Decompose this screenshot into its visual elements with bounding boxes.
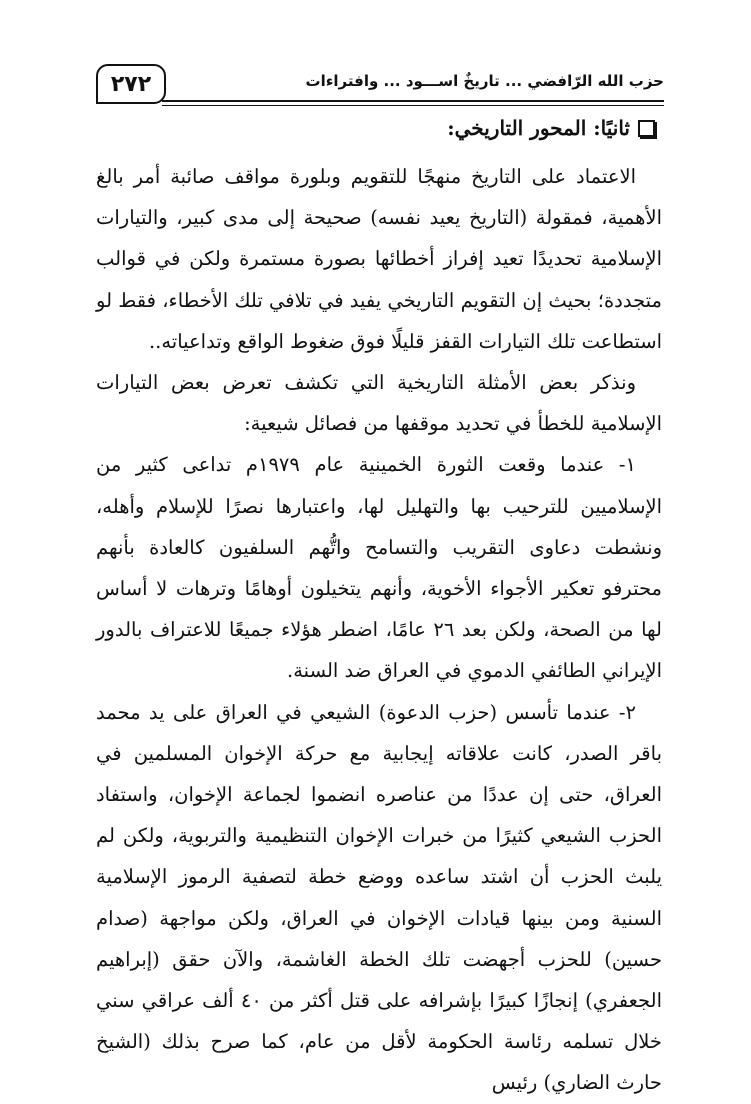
square-bullet-icon (638, 120, 655, 137)
page-number: ٢٧٢ (96, 64, 166, 104)
paragraph-example-2: ٢- عندما تأسس (حزب الدعوة) الشيعي في العراق على يد محمد باقر الصدر، كانت علاقاته إيجابية مع حركة الإخوان المسلمين في العراق، حتى إن عددًا من عناصره انضموا لجماعة الإخوان، واستفاد الحزب الشيعي كثيرًا من خبرات الإخوان التنظيمية والتربوية، ولكن لم يلبث الحزب أن اشتد ساعده ووضع خطة لتصفية الرموز الإسلامية السنية ومن بينها قيادات الإخوان في العراق، ولكن مواجهة (صدام حسين) للحزب أجهضت تلك الخطة الغاشمة، والآن حقق (إبراهيم الجعفري) إنجازًا كبيرًا بإشرافه على قتل أكثر من ٤٠ ألف عراقي سني خلال تسلمه رئاسة الحكومة لأقل من عام، كما صرح بذلك (الشيخ حارث الضاري) رئيس (96, 700, 662, 1095)
header-rule (162, 100, 664, 102)
header-rule-thin (162, 105, 664, 106)
page-header (96, 58, 664, 104)
paragraph-intro: الاعتماد على التاريخ منهجًا للتقويم وبلورة مواقف صائبة أمر بالغ الأهمية، فمقولة (التاريخ يعيد نفسه) صحيحة إلى مدى كبير، والتيارات الإسلامية تحديدًا تعيد إفراز أخطائها بصورة مستمرة ولكن في قوالب متجددة؛ بحيث إن التقويم التاريخي يفيد في تلافي تلك الأخطاء، فقط لو استطاعت تلك التيارات القفز قليلًا فوق ضغوط الواقع وتداعياته.. (96, 165, 662, 353)
section-heading-text: ثانيًا: المحور التاريخي: (447, 116, 630, 140)
running-title: حزب الله الرّافضي ... تاريخٌ اســـود ... وافتراءات (305, 72, 664, 90)
paragraph-example-1: ١- عندما وقعت الثورة الخمينية عام ١٩٧٩م تداعى كثير من الإسلاميين للترحيب بها والتهليل لها، واعتبارها نصرًا للإسلام وأهله، ونشطت دعاوى التقريب والتسامح واتُّهم السلفيون كالعادة بأنهم محترفو تعكير الأجواء الأخوية، وأنهم يتخيلون أوهامًا وترهات لا أساس لها من الصحة، ولكن بعد ٢٦ عامًا، اضطر هؤلاء جميعًا للاعتراف بالدور الإيراني الطائفي الدموي في العراق ضد السنة. (96, 453, 662, 683)
section-heading (95, 116, 655, 140)
body-text (96, 156, 662, 1104)
paragraph-examples-intro: ونذكر بعض الأمثلة التاريخية التي تكشف تعرض بعض التيارات الإسلامية للخطأ في تحديد موقفها من فصائل شيعية: (96, 371, 662, 436)
